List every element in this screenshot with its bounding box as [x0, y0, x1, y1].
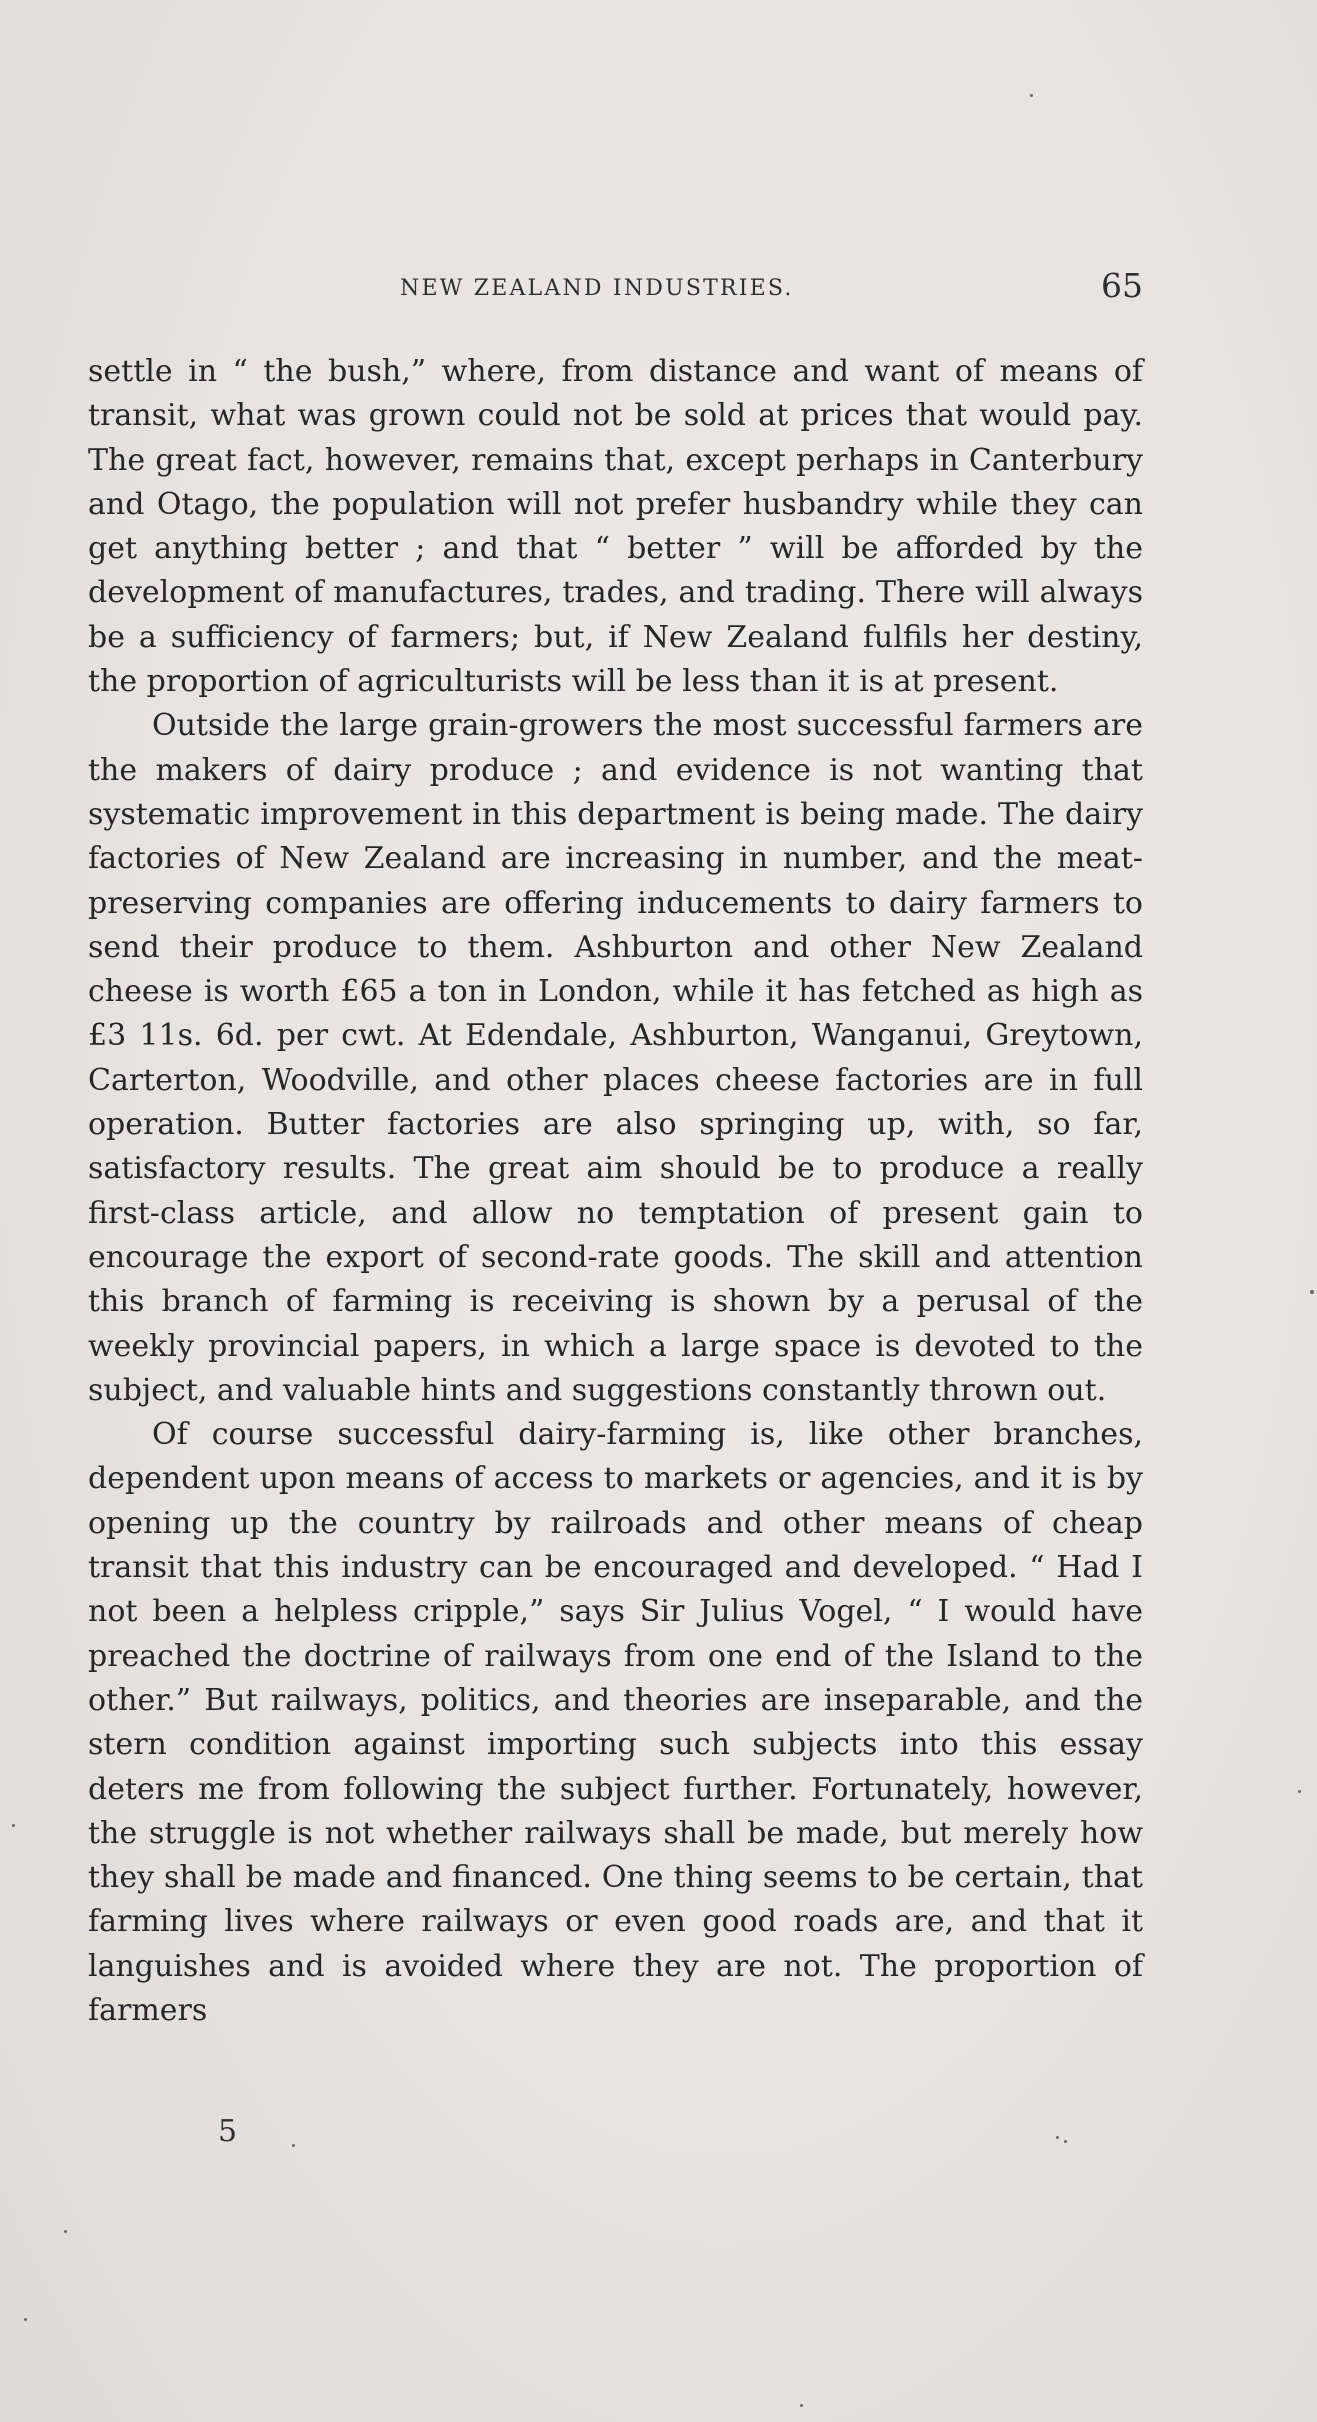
paragraph-3: Of course successful dairy-farming is, like other branches, dependent upon means of access to markets or agencies, and it is by opening up the country by railroads and other means of cheap transit that this industry can be encouraged and developed. “ Had I not been a helpless cripple,” says Sir Julius Vogel, “ I would have preached the doctrine of railways from one end of the Island to the other.” But railways, politics, and theories are inseparable, and the stern condition against importing such subjects into this essay deters me from following the subject further. Fortunately, however, the struggle is not whether railways shall be made, but merely how they shall be made and financed. One thing seems to be certain, that farming lives where railways or even good roads are, and that it languishes and is avoided where they are not. The proportion of farmers	[88, 1417, 1143, 2028]
paper-speck	[24, 2318, 27, 2321]
paragraph-1: settle in “ the bush,” where, from distance and want of means of transit, what was grown could not be sold at prices that would pay. The great fact, however, remains that, except perhaps in Canterbury and Otago, the population will not prefer husbandry while they can get anything better ; and that “ better ” will be afforded by the development of manufactures, trades, and trading. There will always be a sufficiency of farmers; but, if New Zealand fulfils her destiny, the proportion of agriculturists will be less than it is at present.	[88, 354, 1143, 700]
page-number: 65	[1101, 266, 1143, 305]
paper-speck	[1298, 1790, 1301, 1793]
paragraph-2: Outside the large grain-growers the most successful farmers are the makers of dairy produce ; and evidence is not wanting that systematic improvement in this department is being made. The dairy factories of New Zealand are increasing in number, and the meat-preserving companies are offering inducements to dairy farmers to send their produce to them. Ashburton and other New Zealand cheese is worth £65 a ton in London, while it has fetched as high as £3 11s. 6d. per cwt. At Edendale, Ashburton, Wanganui, Greytown, Carterton, Woodville, and other places cheese factories are in full operation. Butter factories are also springing up, with, so far, satisfactory results. The great aim should be to produce a really first-class article, and allow no temptation of present gain to encourage the export of second-rate goods. The skill and attention this branch of farming is receiving is shown by a perusal of the weekly provincial papers, in which a large space is devoted to the subject, and valuable hints and suggestions constantly thrown out.	[88, 708, 1143, 1408]
paper-speck	[12, 1824, 15, 1827]
body-text	[88, 350, 1143, 2033]
paper-speck	[1030, 94, 1033, 97]
running-head	[88, 262, 1143, 312]
paper-speck	[1064, 2140, 1067, 2143]
running-title: NEW ZEALAND INDUSTRIES.	[400, 276, 794, 301]
paper-speck	[1056, 2136, 1059, 2139]
signature-mark: 5	[218, 2114, 238, 2149]
paper-speck	[1310, 1290, 1314, 1294]
paper-speck	[292, 2144, 295, 2147]
paper-speck	[64, 2230, 67, 2233]
paper-speck	[800, 2404, 803, 2407]
